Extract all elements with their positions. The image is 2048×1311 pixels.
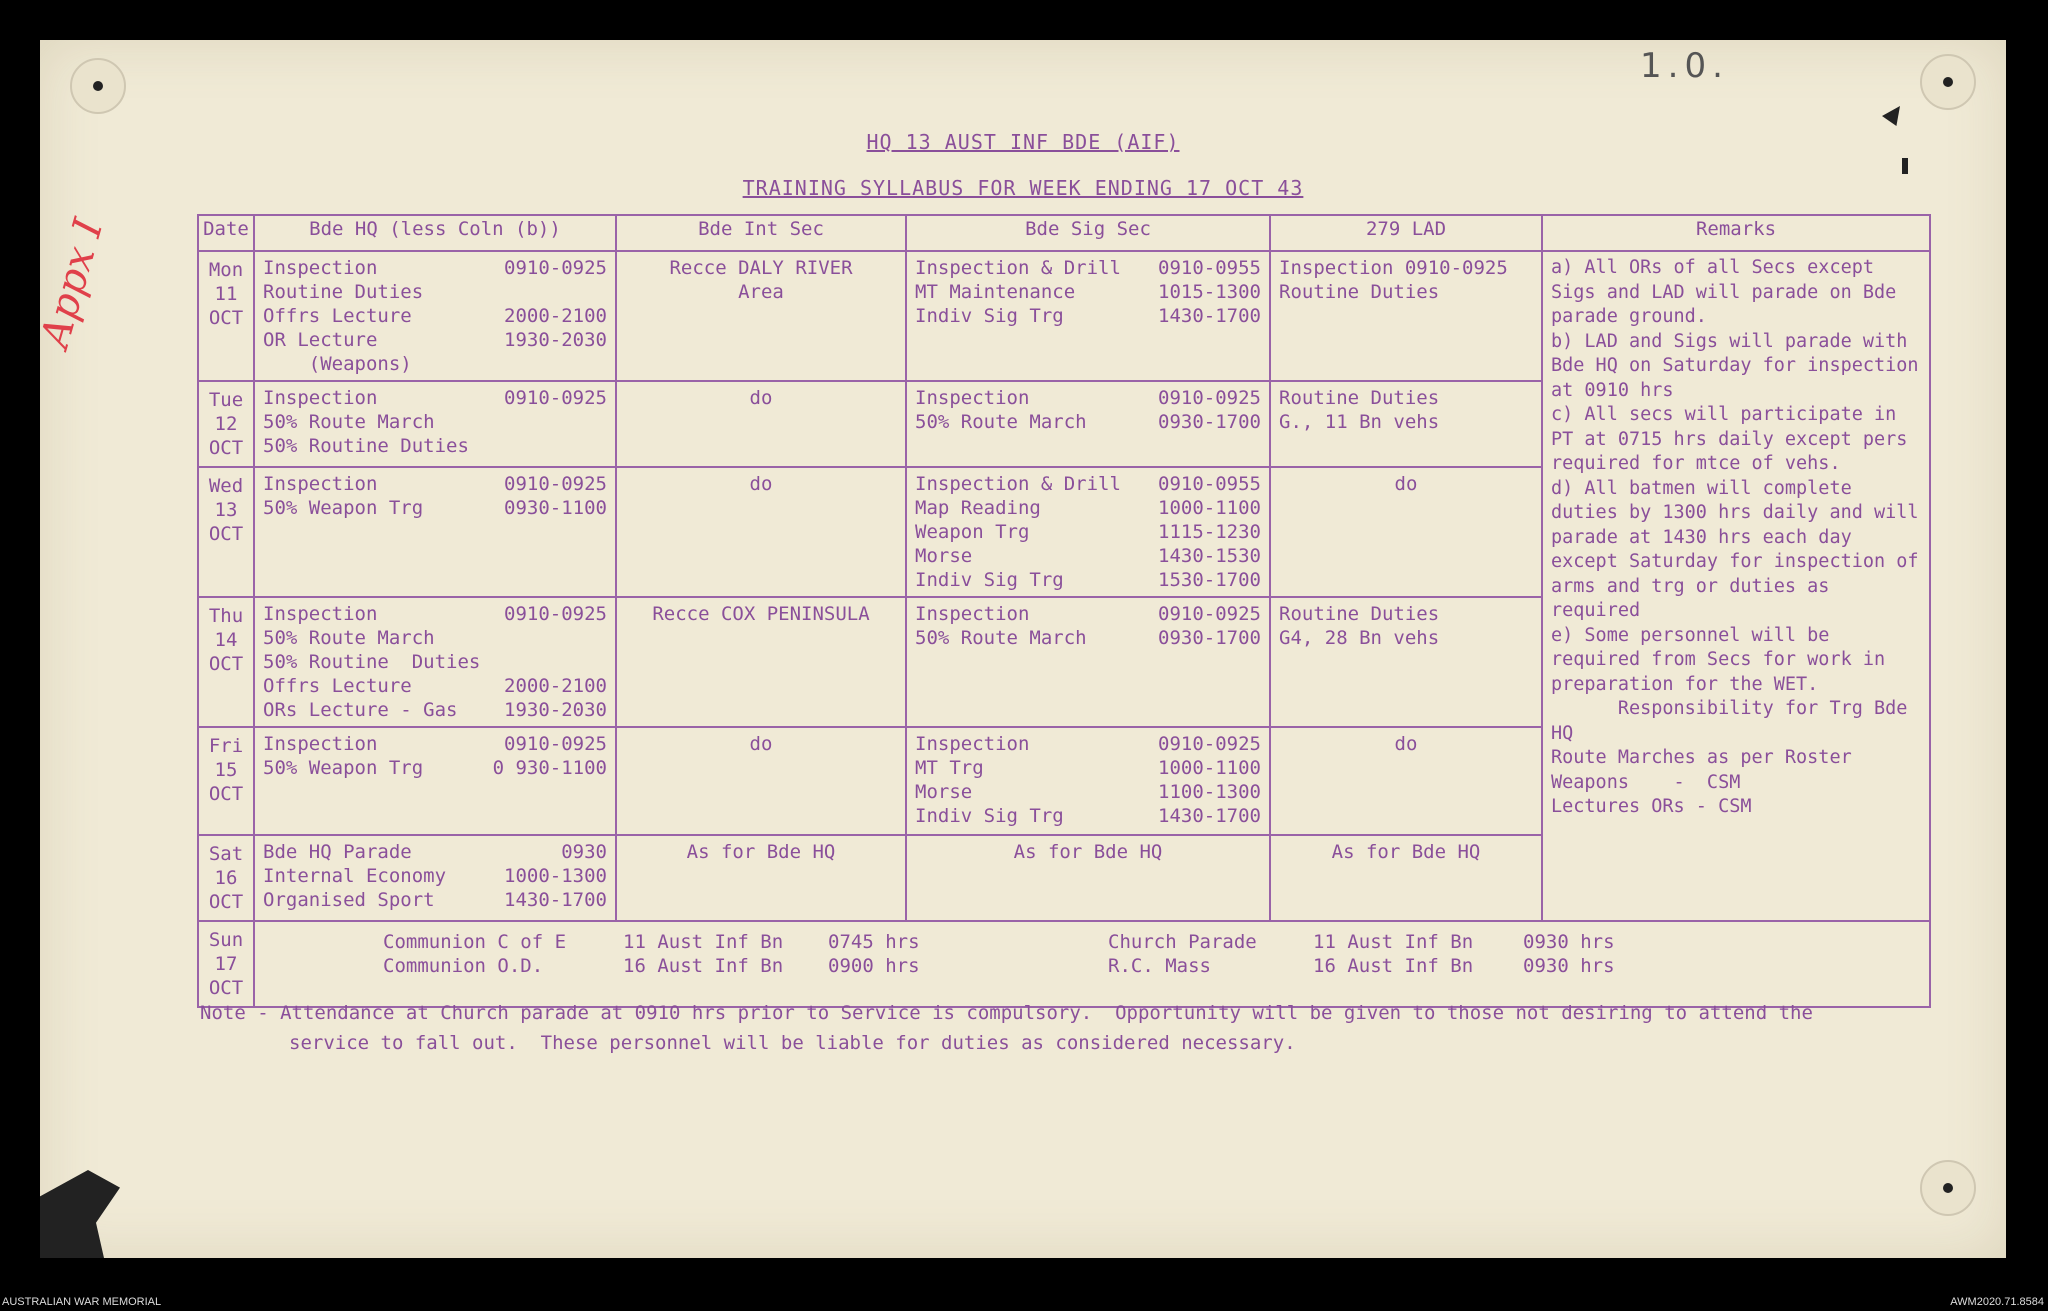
activity: Inspection (263, 387, 378, 409)
date-part: Mon (208, 259, 244, 281)
activity: Inspection (263, 473, 378, 495)
date-cell (198, 597, 254, 727)
remark-item: b) LAD and Sigs will parade with Bde HQ on Saturday for inspection at 0910 hrs (1551, 330, 1930, 401)
activity: Weapon Trg (915, 521, 1030, 543)
bde-hq-line (263, 650, 607, 674)
date-part: OCT (208, 977, 244, 999)
header-remarks: Remarks (1542, 215, 1930, 251)
service-field: 0900 hrs (828, 955, 920, 977)
time: 1430-1700 (1158, 305, 1261, 327)
header-int-sec: Bde Int Sec (616, 215, 906, 251)
bde-hq-line (263, 410, 607, 434)
activity: 50% Routine Duties (263, 435, 469, 457)
date-part: 13 (214, 499, 238, 521)
sig-sec-cell: As for Bde HQ (906, 835, 1270, 921)
sig-sec-line (915, 780, 1261, 804)
sig-sec-line (915, 544, 1261, 568)
lad-cell: As for Bde HQ (1270, 835, 1542, 921)
document-page (32, 40, 2006, 1258)
time: 2000-2100 (504, 305, 607, 327)
sunday-services-left (383, 930, 928, 978)
time: 0910-0955 (1158, 257, 1261, 279)
remark-item: Route Marches as per Roster (1551, 747, 1852, 768)
time: 0910-0925 (504, 473, 607, 495)
bde-hq-cell (254, 467, 616, 597)
date-part: OCT (208, 437, 244, 459)
time: 0930-1700 (1158, 627, 1261, 649)
date-part: Wed (208, 475, 244, 497)
sig-sec-line (915, 804, 1261, 828)
sig-sec-cell (906, 251, 1270, 381)
activity: Indiv Sig Trg (915, 805, 1064, 827)
document-title: HQ 13 AUST INF BDE (AIF) (866, 130, 1180, 154)
bde-hq-line (263, 434, 607, 458)
service-field: 16 Aust Inf Bn (623, 955, 784, 977)
date-cell (198, 467, 254, 597)
date-part: OCT (208, 783, 244, 805)
date-part: 11 (214, 283, 238, 305)
time: 1100-1300 (1158, 781, 1261, 803)
bde-hq-cell (254, 727, 616, 835)
bde-hq-line (263, 602, 607, 626)
remark-item: d) All batmen will complete duties by 1300 hrs daily and will parade at 1430 hrs each day except Saturday for inspection of arms and trg or duties as required (1551, 477, 1930, 621)
int-sec-cell: do (616, 381, 906, 467)
activity: Internal Economy (263, 865, 447, 887)
bde-hq-line (263, 496, 607, 520)
time: 1000-1300 (504, 865, 607, 887)
remark-item: Responsibility for Trg Bde HQ (1551, 698, 1919, 744)
archive-label: AUSTRALIAN WAR MEMORIAL (2, 1296, 162, 1308)
remark-item: a) All ORs of all Secs except Sigs and LAD will parade on Bde parade ground. (1551, 257, 1908, 327)
paper-damage (40, 1170, 120, 1258)
time: 0910-0925 (504, 603, 607, 625)
bde-hq-line (263, 698, 607, 722)
activity: 50% Weapon Trg (263, 497, 424, 519)
date-cell (198, 921, 254, 1007)
activity: Inspection (915, 733, 1030, 755)
activity: Indiv Sig Trg (915, 305, 1064, 327)
syllabus-table (197, 214, 1931, 1008)
date-part: OCT (208, 891, 244, 913)
activity: 50% Weapon Trg (263, 757, 424, 779)
activity: 50% Route March (915, 627, 1087, 649)
time: 2000-2100 (504, 675, 607, 697)
time: 1430-1700 (1158, 805, 1261, 827)
time: 0910-0925 (1158, 387, 1261, 409)
table-header-row (198, 215, 1930, 251)
activity: Morse (915, 781, 973, 803)
activity: 50% Route March (263, 411, 435, 433)
time: 1015-1300 (1158, 281, 1261, 303)
sig-sec-cell (906, 597, 1270, 727)
int-sec-cell: Recce COX PENINSULA (616, 597, 906, 727)
activity: Inspection (915, 603, 1030, 625)
time: 1115-1230 (1158, 521, 1261, 543)
remark-item: Lectures ORs - CSM (1551, 796, 1752, 817)
time: 0930-1700 (1158, 411, 1261, 433)
service-field: 0745 hrs (828, 931, 920, 953)
date-part: 15 (214, 759, 238, 781)
time: 0930-1100 (504, 497, 607, 519)
activity: Routine Duties (263, 281, 424, 303)
bde-hq-line (263, 732, 607, 756)
date-part: Fri (208, 735, 244, 757)
header-lad: 279 LAD (1270, 215, 1542, 251)
bde-hq-line (263, 864, 607, 888)
activity: Bde HQ Parade (263, 841, 412, 863)
sig-sec-line (915, 568, 1261, 592)
sig-sec-line (915, 602, 1261, 626)
time: 1000-1100 (1158, 497, 1261, 519)
remarks-cell (1542, 251, 1930, 921)
bde-hq-line (263, 888, 607, 912)
service-field: 16 Aust Inf Bn (1313, 955, 1474, 977)
bde-hq-line (263, 626, 607, 650)
bde-hq-line (263, 386, 607, 410)
sig-sec-line (915, 472, 1261, 496)
footnote (200, 998, 2000, 1058)
activity: Inspection (263, 257, 378, 279)
lad-cell: do (1270, 467, 1542, 597)
document-subtitle: TRAINING SYLLABUS FOR WEEK ENDING 17 OCT 43 (742, 176, 1304, 200)
int-sec-cell: As for Bde HQ (616, 835, 906, 921)
bde-hq-line (263, 280, 607, 304)
bde-hq-line (263, 304, 607, 328)
activity: Inspection & Drill (915, 257, 1121, 279)
bde-hq-cell (254, 381, 616, 467)
date-part: 14 (214, 629, 238, 651)
activity: ORs Lecture - Gas (263, 699, 458, 721)
table-row (198, 251, 1930, 381)
sunday-services-right (1108, 930, 1623, 978)
date-cell (198, 381, 254, 467)
time: 0910-0955 (1158, 473, 1261, 495)
bde-hq-cell (254, 597, 616, 727)
time: 1930-2030 (504, 699, 607, 721)
sig-sec-cell (906, 727, 1270, 835)
bde-hq-cell (254, 835, 616, 921)
activity: 50% Route March (915, 411, 1087, 433)
time: 0910-0925 (504, 387, 607, 409)
activity: 50% Routine Duties (263, 651, 481, 673)
int-sec-cell: Recce DALY RIVER Area (616, 251, 906, 381)
activity: Offrs Lecture (263, 305, 412, 327)
time: 1430-1530 (1158, 545, 1261, 567)
activity: MT Maintenance (915, 281, 1076, 303)
note-line: service to fall out. These personnel will be liable for duties as considered necessary. (289, 1032, 1296, 1054)
sig-sec-line (915, 304, 1261, 328)
remark-item: e) Some personnel will be required from Secs for work in preparation for the WET. (1551, 624, 1897, 695)
bde-hq-cell (254, 251, 616, 381)
archive-reference: AWM2020.71.8584 (1950, 1296, 2044, 1308)
service-field: 11 Aust Inf Bn (623, 931, 784, 953)
bde-hq-line (263, 840, 607, 864)
sig-sec-line (915, 626, 1261, 650)
time: 1000-1100 (1158, 757, 1261, 779)
remark-item: Weapons - CSM (1551, 771, 1741, 793)
lad-cell: Routine Duties G4, 28 Bn vehs (1270, 597, 1542, 727)
activity: OR Lecture (263, 329, 378, 351)
sig-sec-line (915, 496, 1261, 520)
date-cell (198, 727, 254, 835)
bde-hq-line (263, 256, 607, 280)
lad-cell: Routine Duties G., 11 Bn vehs (1270, 381, 1542, 467)
lad-cell: Inspection 0910-0925 Routine Duties (1270, 251, 1542, 381)
activity: Organised Sport (263, 889, 435, 911)
sig-sec-line (915, 410, 1261, 434)
activity: (Weapons) (263, 353, 412, 375)
sig-sec-cell (906, 467, 1270, 597)
table-row (198, 921, 1930, 1007)
time: 1930-2030 (504, 329, 607, 351)
time: 0930 (561, 841, 607, 863)
sig-sec-line (915, 520, 1261, 544)
time: 1530-1700 (1158, 569, 1261, 591)
activity: Morse (915, 545, 973, 567)
date-cell (198, 835, 254, 921)
int-sec-cell: do (616, 727, 906, 835)
service-field: Communion O.D. (383, 955, 544, 977)
date-part: Thu (208, 605, 244, 627)
service-field: Communion C of E (383, 931, 567, 953)
date-part: Sat (208, 843, 244, 865)
time: 1430-1700 (504, 889, 607, 911)
service-field: 11 Aust Inf Bn (1313, 931, 1474, 953)
service-field: R.C. Mass (1108, 955, 1211, 977)
paper-damage (1882, 106, 1900, 126)
activity: 50% Route March (263, 627, 435, 649)
sig-sec-line (915, 256, 1261, 280)
sunday-services (263, 926, 1921, 978)
date-part: OCT (208, 653, 244, 675)
sig-sec-cell (906, 381, 1270, 467)
activity: Inspection (915, 387, 1030, 409)
header-date: Date (198, 215, 254, 251)
activity: Inspection (263, 603, 378, 625)
service-field: Church Parade (1108, 931, 1257, 953)
bde-hq-line (263, 756, 607, 780)
activity: Inspection (263, 733, 378, 755)
time: 0910-0925 (504, 733, 607, 755)
punch-hole (70, 58, 126, 114)
date-part: 17 (214, 953, 238, 975)
date-part: Sun (208, 929, 244, 951)
date-part: Tue (208, 389, 244, 411)
handwritten-annotation: Appx I (32, 213, 113, 353)
page-number: 1.0. (1640, 46, 1729, 86)
service-field: 0930 hrs (1523, 955, 1615, 977)
sig-sec-line (915, 280, 1261, 304)
punch-hole (1920, 1160, 1976, 1216)
time: 0 930-1100 (492, 757, 607, 779)
date-part: 12 (214, 413, 238, 435)
sig-sec-line (915, 386, 1261, 410)
lad-cell: do (1270, 727, 1542, 835)
service-field: 0930 hrs (1523, 931, 1615, 953)
date-cell (198, 251, 254, 381)
sig-sec-line (915, 732, 1261, 756)
bde-hq-line (263, 472, 607, 496)
header-bde-hq: Bde HQ (less Coln (b)) (254, 215, 616, 251)
activity: Map Reading (915, 497, 1041, 519)
activity: Inspection & Drill (915, 473, 1121, 495)
activity: Offrs Lecture (263, 675, 412, 697)
activity: MT Trg (915, 757, 984, 779)
time: 0910-0925 (504, 257, 607, 279)
int-sec-cell: do (616, 467, 906, 597)
header-sig-sec: Bde Sig Sec (906, 215, 1270, 251)
sunday-services-cell (254, 921, 1930, 1007)
sig-sec-line (915, 756, 1261, 780)
bde-hq-line (263, 352, 607, 376)
time: 0910-0925 (1158, 733, 1261, 755)
bde-hq-line (263, 674, 607, 698)
paper-damage (1902, 158, 1908, 174)
date-part: OCT (208, 307, 244, 329)
bde-hq-line (263, 328, 607, 352)
activity: Indiv Sig Trg (915, 569, 1064, 591)
date-part: OCT (208, 523, 244, 545)
note-line: Note - Attendance at Church parade at 0910 hrs prior to Service is compulsory. Opportunity will be given to those not desiring to attend the (200, 1002, 1813, 1024)
date-part: 16 (214, 867, 238, 889)
time: 0910-0925 (1158, 603, 1261, 625)
remark-item: c) All secs will participate in PT at 0715 hrs daily except pers required for mtce of vehs. (1551, 404, 1919, 474)
punch-hole (1920, 54, 1976, 110)
